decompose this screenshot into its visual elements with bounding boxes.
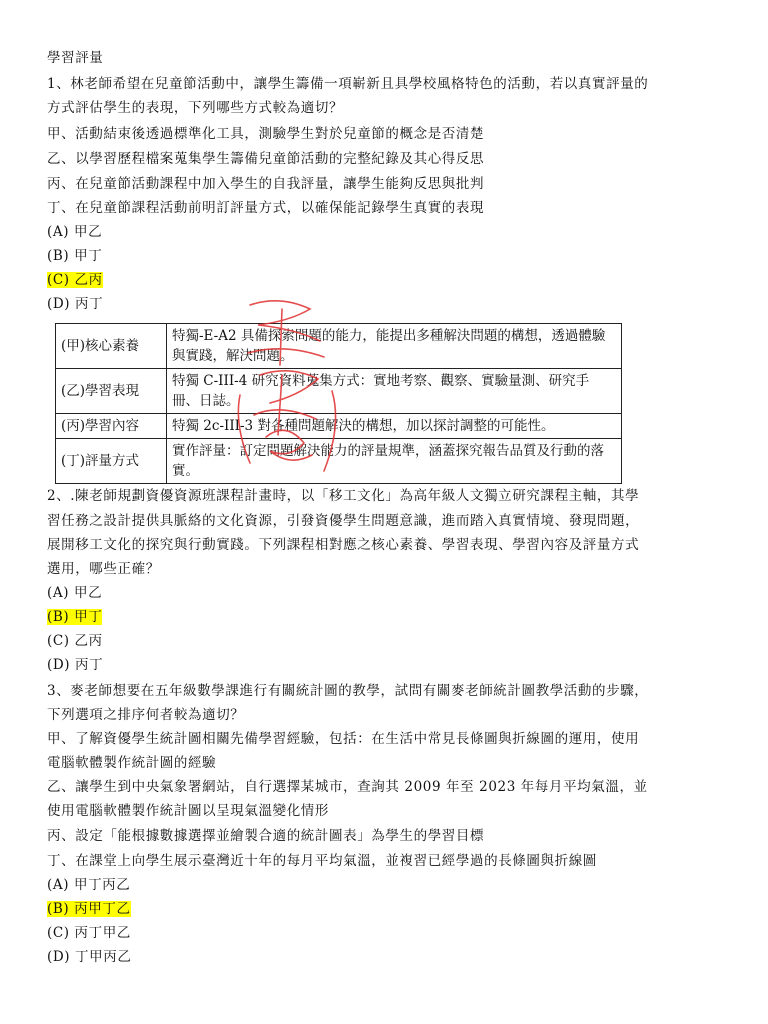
table-value: 特獨-E-A2 具備探索問題的能力，能提出多種解決問題的構想，透過體驗與實踐，解決問題。: [167, 324, 622, 369]
doc-title: 學習評量: [47, 50, 104, 66]
q1-option-b: (B) 甲丁: [47, 248, 103, 264]
q1-line: 丙、在兒童節活動課程中加入學生的自我評量，讓學生能夠反思與批判: [47, 176, 485, 192]
q3-option-b-highlighted: (B) 丙甲丁乙: [47, 901, 131, 917]
q3-line: 乙、讓學生到中央氣象署網站，自行選擇某城市，查詢其 2009 年至 2023 年每月平均氣溫，並: [47, 779, 648, 795]
handwritten-mark-icon: [220, 295, 360, 485]
table-key: (丙)學習內容: [56, 414, 167, 439]
q2-option-a: (A) 甲乙: [47, 585, 103, 601]
q3-line: 下列選項之排序何者較為適切？: [47, 707, 245, 723]
q3-line: 甲、了解資優學生統計圖相關先備學習經驗，包括：在生活中常見長條圖與折線圖的運用，使用: [47, 731, 640, 747]
q1-option-d: (D) 丙丁: [47, 296, 104, 312]
table-value: 特獨 C-III-4 研究資料蒐集方式：實地考察、觀察、實驗量測、研究手冊、日誌。: [167, 369, 622, 414]
q1-line: 丁、在兒童節課程活動前明訂評量方式，以確保能記錄學生真實的表現: [47, 200, 485, 216]
q2-option-b-highlighted: (B) 甲丁: [47, 609, 103, 625]
q2-line: 習任務之設計提供具脈絡的文化資源，引發資優學生問題意識，進而踏入真實情境、發現問題，: [47, 513, 640, 529]
q2-option-c: (C) 乙丙: [47, 633, 103, 649]
table-value: 特獨 2c-III-3 對各種問題解決的構想，加以探討調整的可能性。: [167, 414, 622, 439]
q2-option-d: (D) 丙丁: [47, 657, 104, 673]
q1-line: 方式評估學生的表現，下列哪些方式較為適切？: [47, 100, 344, 116]
table-value: 實作評量：訂定問題解決能力的評量規準，涵蓋探究報告品質及行動的落實。: [167, 439, 622, 484]
table-key: (丁)評量方式: [56, 439, 167, 484]
q1-line: 甲、活動結束後透過標準化工具，測驗學生對於兒童節的概念是否清楚: [47, 126, 485, 142]
q2-line: 2、.陳老師規劃資優資源班課程計畫時，以「移工文化」為高年級人文獨立研究課程主軸，其學: [47, 488, 640, 504]
q2-line: 選用，哪些正確？: [47, 561, 160, 577]
q3-option-a: (A) 甲丁丙乙: [47, 877, 131, 893]
q3-line: 使用電腦軟體製作統計圖以呈現氣溫變化情形: [47, 803, 329, 819]
q3-line: 電腦軟體製作統計圖的經驗: [47, 755, 217, 771]
q1-option-c-highlighted: (C) 乙丙: [47, 272, 103, 288]
q1-option-a: (A) 甲乙: [47, 224, 103, 240]
q3-option-c: (C) 丙丁甲乙: [47, 925, 131, 941]
q1-line: 乙、以學習歷程檔案蒐集學生籌備兒童節活動的完整紀錄及其心得反思: [47, 151, 485, 167]
q3-option-d: (D) 丁甲丙乙: [47, 949, 132, 965]
table-key: (乙)學習表現: [56, 369, 167, 414]
q3-line: 3、麥老師想要在五年級數學課進行有關統計圖的教學，試問有關麥老師統計圖教學活動的步驟，: [47, 683, 649, 699]
q3-line: 丙、設定「能根據數據選擇並繪製合適的統計圖表」為學生的學習目標: [47, 828, 485, 844]
table-key: (甲)核心素養: [56, 324, 167, 369]
q1-line: 1、林老師希望在兒童節活動中，讓學生籌備一項嶄新且具學校風格特色的活動，若以真實評量的: [47, 76, 649, 92]
q3-line: 丁、在課堂上向學生展示臺灣近十年的每月平均氣溫，並複習已經學過的長條圖與折線圖: [47, 853, 597, 869]
q2-line: 展開移工文化的探究與行動實踐。下列課程相對應之核心素養、學習表現、學習內容及評量方式: [47, 537, 640, 553]
